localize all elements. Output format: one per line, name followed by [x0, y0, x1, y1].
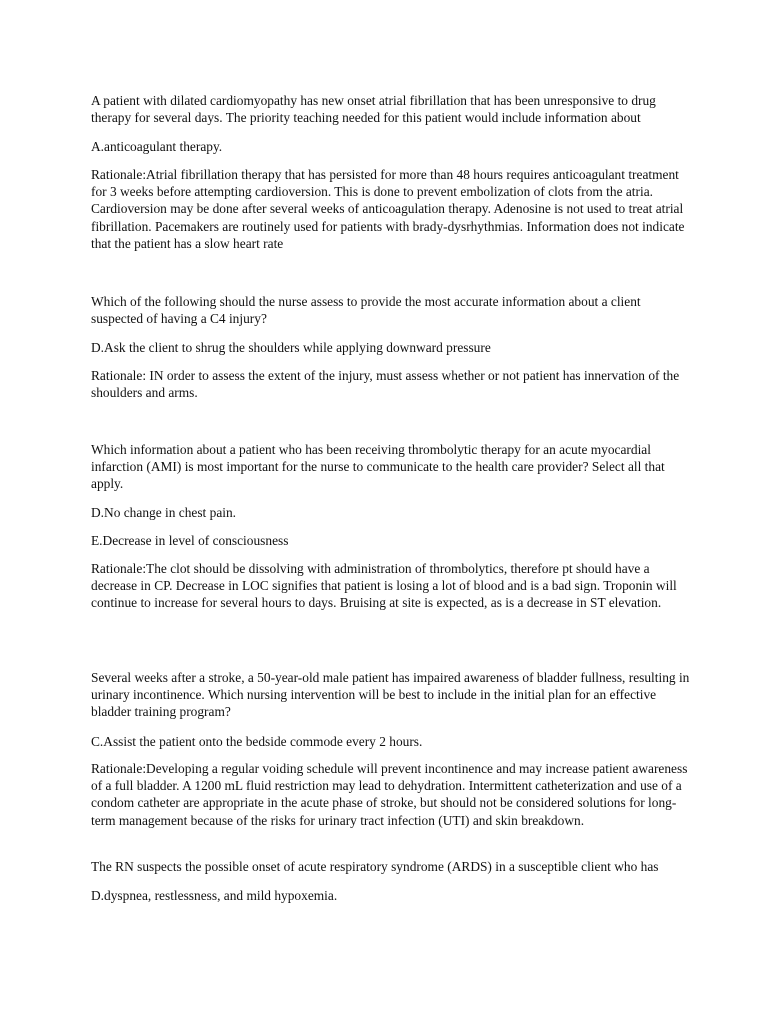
question-3-text: Which information about a patient who has been receiving thrombolytic therapy for an acute myocardial infarction (AMI) is most important for the nurse to communicate to the health care provider? Select all that apply. — [91, 442, 665, 492]
question-1-rationale: Rationale:Atrial fibrillation therapy that has persisted for more than 48 hours requires anticoagulant treatment for 3 weeks before attempting cardioversion. This is done to prevent embolization of clots from the atria. Cardioversion may be done after several weeks of anticoagulation therapy. Adenosine is not used to treat atrial fibrillation. Pacemakers are routinely used for patients with brady-dysrhythmias. Information does not indicate that the patient has a slow heart rate — [91, 167, 685, 251]
question-4-rationale: Rationale:Developing a regular voiding schedule will prevent incontinence and may increase patient awareness of a full bladder. A 1200 mL fluid restriction may lead to dehydration. Intermittent catheterization and use of a condom catheter are appropriate in the acute phase of stroke, but should not be considered solutions for long-term management because of the risks for urinary tract infection (UTI) and skin breakdown. — [91, 761, 688, 828]
question-5-answer: D.dyspnea, restlessness, and mild hypoxemia. — [91, 888, 338, 903]
question-1-answer: A.anticoagulant therapy. — [91, 139, 223, 154]
question-2-text: Which of the following should the nurse assess to provide the most accurate information about a client suspected of having a C4 injury? — [91, 294, 641, 327]
question-2-answer: D.Ask the client to shrug the shoulders while applying downward pressure — [91, 340, 491, 355]
question-2-rationale: Rationale: IN order to assess the extent of the injury, must assess whether or not patient has innervation of the shoulders and arms. — [91, 368, 680, 401]
question-4-text: Several weeks after a stroke, a 50-year-old male patient has impaired awareness of bladder fullness, resulting in urinary incontinence. Which nursing intervention will be best to include in the initial plan for an effective bladder training program? — [91, 670, 690, 720]
question-1-text: A patient with dilated cardiomyopathy has new onset atrial fibrillation that has been unresponsive to drug therapy for several days. The priority teaching needed for this patient would include information about — [91, 93, 656, 126]
question-3-rationale: Rationale:The clot should be dissolving with administration of thrombolytics, therefore pt should have a decrease in CP. Decrease in LOC signifies that patient is losing a lot of blood and is a bad sign. Troponin will continue to increase for several hours to days. Bruising at site is expected, as is a decrease in ST elevation. — [91, 561, 677, 611]
question-4-answer: C.Assist the patient onto the bedside commode every 2 hours. — [91, 734, 423, 749]
question-3-answer-2: E.Decrease in level of consciousness — [91, 533, 289, 548]
question-3-answer-1: D.No change in chest pain. — [91, 505, 237, 520]
question-5-text: The RN suspects the possible onset of acute respiratory syndrome (ARDS) in a susceptible client who has — [91, 859, 659, 874]
